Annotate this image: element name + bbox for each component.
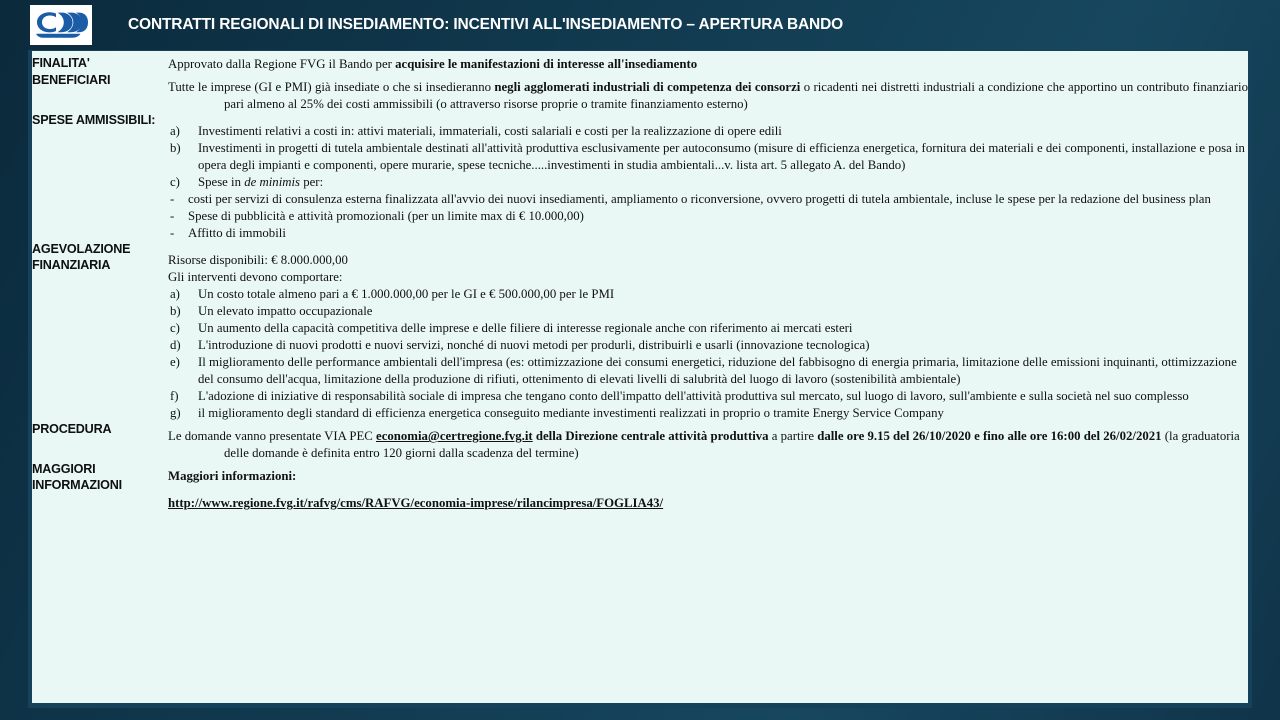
table-row-finalita xyxy=(32,56,1248,73)
list-item-text-pre: Spese in xyxy=(198,175,245,190)
list-item xyxy=(170,208,1248,225)
table-row-beneficiari xyxy=(32,73,1248,113)
list-item-text: L'adozione di iniziative di responsabilità sociale di impresa che tengano conto dell'impatto dell'attività produttiva sul mercato, sul luogo di lavoro, sull'ambiente e sulla società nel suo complesso xyxy=(198,389,1189,404)
table-row-procedura xyxy=(32,422,1248,462)
list-item xyxy=(170,388,1248,405)
finalita-text-plain: Approvato dalla Regione FVG il Bando per xyxy=(168,57,396,71)
row-label-agevolazione: AGEVOLAZIONE FINANZIARIA xyxy=(32,242,131,272)
list-marker: - xyxy=(170,192,175,207)
beneficiari-text-bold-1: negli agglomerati industriali di competenza dei consorzi xyxy=(494,80,801,95)
table-row-agevolazione xyxy=(32,242,1248,422)
agevolazione-intro-2: Gli interventi devono comportare: xyxy=(168,270,343,285)
spacer xyxy=(168,242,1248,252)
list-marker: a) xyxy=(170,287,180,302)
table-row-spese xyxy=(32,113,1248,242)
procedura-text xyxy=(168,428,1248,462)
row-label-spese: SPESE AMMISSIBILI: xyxy=(32,113,156,128)
info-url-link[interactable]: http://www.regione.fvg.it/rafvg/cms/RAFVG/economia-imprese/rilancimpresa/FOGLIA43/ xyxy=(168,496,664,511)
list-marker: - xyxy=(170,209,175,224)
list-marker: a) xyxy=(170,124,180,139)
list-item-text: Un costo totale almeno pari a € 1.000.000,00 per le GI e € 500.000,00 per le PMI xyxy=(198,287,615,302)
list-item-text: Investimenti relativi a costi in: attivi materiali, immateriali, costi salariali e costi per la realizzazione di opere edili xyxy=(198,124,782,139)
procedura-text-plain-2: a partire xyxy=(768,429,818,444)
table-row-maggiori-informazioni xyxy=(32,462,1248,512)
row-body-agevolazione xyxy=(168,242,1248,422)
maggiori-heading-text: Maggiori informazioni: xyxy=(168,469,297,484)
list-item-text-post: per: xyxy=(300,175,324,190)
row-body-beneficiari xyxy=(168,73,1248,113)
agevolazione-list xyxy=(168,286,1248,422)
list-item-text: Un elevato impatto occupazionale xyxy=(198,304,373,319)
list-item-de-minimis xyxy=(170,174,1248,191)
list-item-text: Il miglioramento delle performance ambientali dell'impresa (es: ottimizzazione dei consumi energetici, riduzione del fabbisogno di energia primaria, limitazione delle emissioni inquinanti, ottimizzazione del consumo dell'acqua, limitazione della produzione di rifiuti, ottenimento di elevati livelli di salubrità del luogo di lavoro (sostenibilità ambientale) xyxy=(198,355,1237,387)
list-item-text: il miglioramento degli standard di efficienza energetica conseguito mediante investimenti realizzati in proprio o tramite Energy Service Company xyxy=(198,406,944,421)
pec-email-link[interactable]: economia@certregione.fvg.it xyxy=(376,429,533,444)
list-marker: b) xyxy=(170,141,181,156)
list-item-text: L'introduzione di nuovi prodotti e nuovi servizi, nonché di nuovi metodi per produrli, distribuirli e usarli (innovazione tecnologica) xyxy=(198,338,870,353)
list-marker: d) xyxy=(170,338,181,353)
maggiori-url-line xyxy=(168,495,1248,512)
list-marker: b) xyxy=(170,304,181,319)
list-item-text: costi per servizi di consulenza esterna finalizzata all'avvio dei nuovi insediamenti, ampliamento o riconversione, ovvero progetti di tutela ambientale, incluse le spese per la redazione del business plan xyxy=(188,192,1211,207)
list-item xyxy=(170,225,1248,242)
row-body-procedura xyxy=(168,422,1248,462)
spacer xyxy=(168,485,1248,495)
list-item-text: Affitto di immobili xyxy=(188,226,286,241)
list-item xyxy=(170,123,1248,140)
row-label-procedura: PROCEDURA xyxy=(32,422,112,437)
finalita-text xyxy=(168,56,1248,73)
list-item xyxy=(170,320,1248,337)
beneficiari-text xyxy=(168,79,1248,113)
row-body-finalita xyxy=(168,56,1248,73)
list-item xyxy=(170,337,1248,354)
spese-list xyxy=(168,123,1248,242)
list-marker: c) xyxy=(170,321,180,336)
list-item-text-italic: de minimis xyxy=(244,175,301,190)
row-body-spese xyxy=(168,113,1248,242)
maggiori-heading xyxy=(168,468,1248,485)
row-label-maggiori-informazioni: MAGGIORI INFORMAZIONI xyxy=(32,462,122,492)
list-item xyxy=(170,286,1248,303)
agevolazione-intro-1: Risorse disponibili: € 8.000.000,00 xyxy=(168,253,348,268)
list-marker: e) xyxy=(170,355,180,370)
spacer xyxy=(168,113,1248,123)
procedura-text-plain-1: Le domande vanno presentate VIA PEC xyxy=(168,429,377,444)
content-panel xyxy=(28,50,1252,708)
list-marker: c) xyxy=(170,175,180,190)
beneficiari-text-plain-2: o ricadenti nei distretti industriali a condizione che apportino un contributo finanziario pari almeno al 25% dei costi ammissibili (o attraverso risorse proprie o tramite finanziamento esterno) xyxy=(224,80,1249,112)
content-table xyxy=(32,56,1248,512)
regione-fvg-logo xyxy=(30,5,92,45)
list-marker: f) xyxy=(170,389,179,404)
finalita-text-bold: acquisire le manifestazioni di interesse all'insediamento xyxy=(395,57,698,71)
list-item-text: Investimenti in progetti di tutela ambientale destinati all'attività produttiva esclusivamente per autoconsumo (misure di efficienza energetica, fornitura dei materiali e dei componenti, installazione e posa in opera degli impianti e componenti, opere murarie, spese tecniche.....investimenti in studia ambientali...v. lista art. 5 allegato A. del Bando) xyxy=(198,141,1245,173)
list-item xyxy=(170,405,1248,422)
beneficiari-text-plain-1: Tutte le imprese (GI e PMI) già insediate o che si insedieranno xyxy=(168,80,495,95)
list-item xyxy=(170,140,1248,174)
list-item xyxy=(170,354,1248,388)
list-item-text: Un aumento della capacità competitiva delle imprese e delle filiere di interesse regionale anche con riferimento ai mercati esteri xyxy=(198,321,853,336)
list-marker: - xyxy=(170,226,175,241)
row-label-finalita: FINALITA' xyxy=(32,56,90,70)
procedura-text-plain-3: (la graduatoria delle domande è definita entro 120 giorni dalla scadenza del termine) xyxy=(224,429,1240,461)
row-body-maggiori-informazioni xyxy=(168,462,1248,512)
list-item-text: Spese di pubblicità e attività promozionali (per un limite max di € 10.000,00) xyxy=(188,209,584,224)
procedura-text-bold-1: della Direzione centrale attività produttiva xyxy=(532,429,769,444)
list-item xyxy=(170,303,1248,320)
list-item xyxy=(170,191,1248,208)
slide-header xyxy=(0,0,1280,50)
procedura-text-bold-2: dalle ore 9.15 del 26/10/2020 e fino alle ore 16:00 del 26/02/2021 xyxy=(817,429,1162,444)
list-marker: g) xyxy=(170,406,181,421)
row-label-beneficiari: BENEFICIARI xyxy=(32,73,111,88)
page-title: CONTRATTI REGIONALI DI INSEDIAMENTO: INCENTIVI ALL'INSEDIAMENTO – APERTURA BANDO xyxy=(128,16,844,33)
